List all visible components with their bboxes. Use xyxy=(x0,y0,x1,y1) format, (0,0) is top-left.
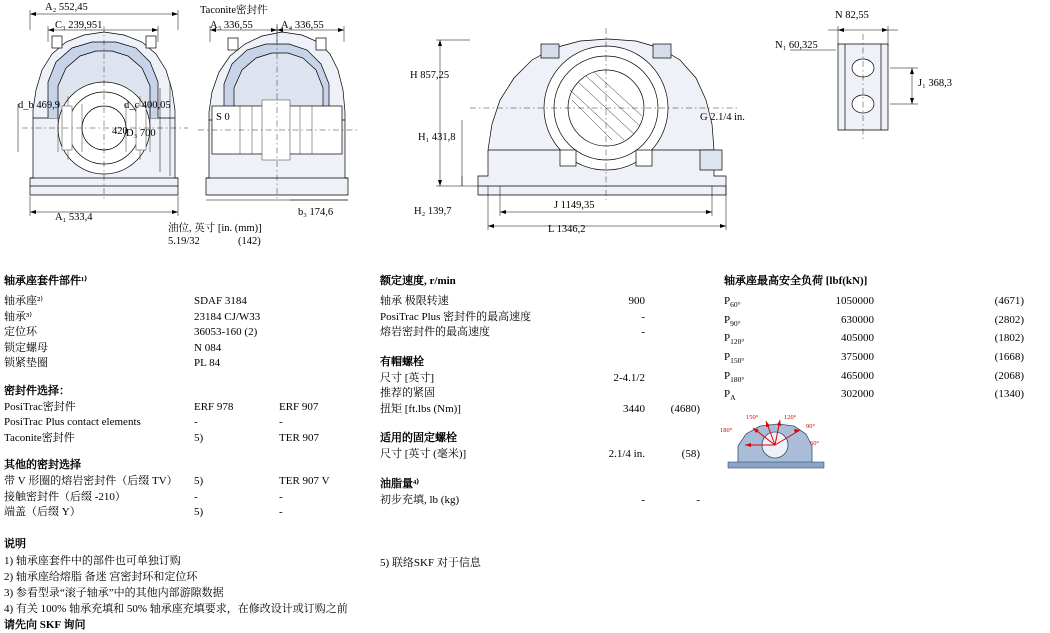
dim-J: J 1149,35 xyxy=(554,200,595,211)
table-row xyxy=(380,294,700,310)
table-row xyxy=(4,356,359,372)
drawings-area xyxy=(0,0,1050,265)
oil-note-1: 油位, 英寸 [in. (mm)] xyxy=(168,223,262,234)
row-label: Taconite密封件 xyxy=(4,431,75,444)
dim-db: d_b 469,9 xyxy=(18,100,60,111)
row-value-1: 302000 xyxy=(841,388,874,401)
row-label: $P_{60^\circ}$ xyxy=(724,295,741,310)
row-value-1: - xyxy=(641,326,645,338)
row-value-2 xyxy=(645,294,700,310)
row-label: $P_{150^\circ}$ xyxy=(724,351,745,366)
row-value-2: TER 907 V xyxy=(279,475,330,487)
dim-dc: d_c 400,05 xyxy=(124,100,171,111)
row-label: 接触密封件（后缀 -210） xyxy=(4,490,126,503)
fixing-bolt-title: 适用的固定螺栓 xyxy=(380,432,457,444)
row-value-1: 2.1/4 in. xyxy=(608,448,645,460)
row-value-1: 5) xyxy=(194,506,204,518)
row-value-2: (58) xyxy=(681,448,700,460)
table-row xyxy=(380,447,700,463)
row-value-1: 5) xyxy=(194,431,204,444)
svg-text:120°: 120° xyxy=(784,414,797,421)
seal-section-title: 密封件选择： xyxy=(4,384,70,397)
table-row xyxy=(4,294,359,310)
row-label: PosiTrac Plus 密封件的最高速度 xyxy=(380,310,532,323)
grease-title: 油脂量⁴⁾ xyxy=(380,477,419,490)
dim-A1: A₁ 533,4 xyxy=(55,212,93,223)
dim-H2: H₂ 139,7 xyxy=(414,206,452,217)
row-value-2: (4680) xyxy=(670,402,700,415)
row-value-1 xyxy=(580,386,645,402)
oil-note-2: 5.19/32 xyxy=(168,236,200,247)
dim-H1: H₁ 431,8 xyxy=(418,132,456,143)
svg-text:180°: 180° xyxy=(720,427,733,434)
note-item: 1) 轴承座套件中的部件也可单独订购 xyxy=(4,554,181,567)
row-label: $P_A$ xyxy=(724,388,736,403)
row-value-2: (1802) xyxy=(994,332,1024,345)
dim-C3: C₃ 239,951 xyxy=(55,20,103,31)
dim-S: S 0 xyxy=(216,112,230,123)
mid-footnote: 5) 联络SKF 对于信息 xyxy=(380,557,481,569)
dim-Ba: b₃ 174,6 xyxy=(298,207,334,218)
row-value-2 xyxy=(645,325,700,341)
row-value-2: (1668) xyxy=(994,351,1024,364)
row-value-2: - xyxy=(279,490,283,503)
table-row xyxy=(4,415,359,431)
row-label: PosiTrac Plus contact elements xyxy=(4,416,141,428)
row-label: 扭矩 [ft.lbs (Nm)] xyxy=(380,402,461,415)
row-value-1: 375000 xyxy=(841,351,874,364)
dim-J1: J₁ 368,3 xyxy=(918,78,952,89)
row-value: 23184 CJ/W33 xyxy=(194,310,261,323)
dim-da: 420 xyxy=(112,126,128,137)
row-label: 尺寸 [英寸] xyxy=(380,371,435,384)
dim-L: L 1346,2 xyxy=(548,224,586,235)
left-table xyxy=(4,272,364,633)
row-label: $P_{180^\circ}$ xyxy=(724,369,745,384)
table-row xyxy=(380,402,700,418)
row-value-1: 900 xyxy=(628,295,645,307)
row-value-1: 465000 xyxy=(841,369,874,382)
row-value-1: - xyxy=(194,490,198,503)
svg-text:60°: 60° xyxy=(810,440,820,447)
row-label: 带 V 形圈的熔岩密封件（后缀 TV） xyxy=(4,475,178,487)
cap-bolt-title: 有帽螺栓 xyxy=(380,355,424,368)
row-value-1: ERF 978 xyxy=(194,400,234,413)
row-value-2: ERF 907 xyxy=(279,400,319,413)
row-value-2: - xyxy=(279,506,283,518)
row-value-1: - xyxy=(641,493,645,506)
table-row xyxy=(4,505,359,521)
row-value: N 084 xyxy=(194,341,222,354)
row-value-2: - xyxy=(279,416,283,428)
dim-N1: N₁ 60,325 xyxy=(775,40,818,51)
row-label: 尺寸 [英寸 (毫米)] xyxy=(380,448,467,460)
dim-G: G 2.1/4 in. xyxy=(700,112,745,123)
row-value-2: - xyxy=(696,493,700,506)
row-value-2: (4671) xyxy=(994,295,1024,307)
table-row xyxy=(4,474,359,490)
row-value-2 xyxy=(645,386,700,402)
table-row xyxy=(4,490,359,506)
row-value-2: (2802) xyxy=(994,313,1024,326)
dim-A2: A₂ 552,45 xyxy=(45,2,88,13)
row-value: SDAF 3184 xyxy=(194,295,247,307)
note-item: 2) 轴承座给熔脂 备迷 宫密封环和定位环 xyxy=(4,570,198,583)
svg-text:90°: 90° xyxy=(806,423,816,430)
row-value-2: (2068) xyxy=(994,369,1024,382)
row-value-2 xyxy=(645,310,700,326)
table-row xyxy=(380,310,700,326)
table-row xyxy=(724,369,1024,388)
table-row xyxy=(4,400,359,416)
dim-A3: A₃ 336,55 xyxy=(210,20,253,31)
row-label: PosiTrac密封件 xyxy=(4,400,76,413)
row-label: 锁定螺母 xyxy=(4,341,48,354)
row-value-1: 3440 xyxy=(623,402,645,415)
speed-title: 额定速度, r/min xyxy=(380,275,456,287)
note-item: 4) 有关 100% 轴承充填和 50% 轴承座充填要求，在修改设计或订购之前 xyxy=(4,602,348,615)
table-row xyxy=(724,331,1024,350)
row-value: 36053-160 (2) xyxy=(194,326,258,338)
row-label: $P_{90^\circ}$ xyxy=(724,313,741,328)
side-title: Taconite密封件 xyxy=(200,5,268,16)
svg-text:150°: 150° xyxy=(746,414,759,421)
table-row xyxy=(4,431,359,447)
row-label: 初步充填, lb (kg) xyxy=(380,493,460,506)
note-item: 3) 参看型录“滚子轴承”中的其他内部游隙数据 xyxy=(4,586,224,599)
right-table-title: 轴承座最高安全负荷 [lbf(kN)] xyxy=(724,275,868,287)
table-row xyxy=(724,313,1024,332)
table-row xyxy=(724,294,1024,313)
oil-note-3: (142) xyxy=(238,236,261,247)
load-angle-diagram xyxy=(720,412,850,472)
note-item: 请先向 SKF 询问 xyxy=(4,618,86,631)
mid-table xyxy=(380,272,710,570)
row-value: PL 84 xyxy=(194,357,221,369)
table-row xyxy=(4,310,359,326)
table-row xyxy=(724,350,1024,369)
table-row xyxy=(380,493,700,509)
row-value-1: 5) xyxy=(194,475,204,487)
row-label: $P_{120^\circ}$ xyxy=(724,332,745,347)
row-value-1: 2-4.1/2 xyxy=(613,371,645,384)
row-value-1: 1050000 xyxy=(835,295,874,307)
other-seal-title: 其他的密封选择 xyxy=(4,459,81,471)
row-value-2 xyxy=(645,371,700,387)
left-table-title: 轴承座套件部件¹⁾ xyxy=(4,275,87,287)
table-row xyxy=(380,325,700,341)
row-label: 轴承 极限转速 xyxy=(380,295,449,307)
row-value-1: - xyxy=(194,416,198,428)
row-label: 端盖（后缀 Y） xyxy=(4,506,81,518)
row-label: 锁紧垫圈 xyxy=(4,357,48,369)
dim-Da: D₃ 700 xyxy=(126,128,156,139)
row-value-1: 405000 xyxy=(841,332,874,345)
row-label: 定位环 xyxy=(4,326,37,338)
table-row xyxy=(724,387,1024,406)
row-value-1: - xyxy=(641,310,645,323)
row-label: 轴承座²⁾ xyxy=(4,295,43,307)
row-label: 熔岩密封件的最高速度 xyxy=(380,326,490,338)
table-row xyxy=(4,341,359,357)
row-value-1: 630000 xyxy=(841,313,874,326)
row-label: 轴承³⁾ xyxy=(4,310,32,323)
row-value-2: TER 907 xyxy=(279,431,320,444)
dim-H: H 857,25 xyxy=(410,70,450,81)
table-row xyxy=(380,371,700,387)
dim-N: N 82,55 xyxy=(835,10,869,21)
row-value-2: (1340) xyxy=(994,388,1024,401)
right-table xyxy=(720,272,1044,447)
table-row xyxy=(380,386,700,402)
table-row xyxy=(4,325,359,341)
notes-title: 说明 xyxy=(4,537,26,550)
row-label: 推荐的紧固 xyxy=(380,387,435,399)
dim-A4: A₄ 336,55 xyxy=(281,20,324,31)
